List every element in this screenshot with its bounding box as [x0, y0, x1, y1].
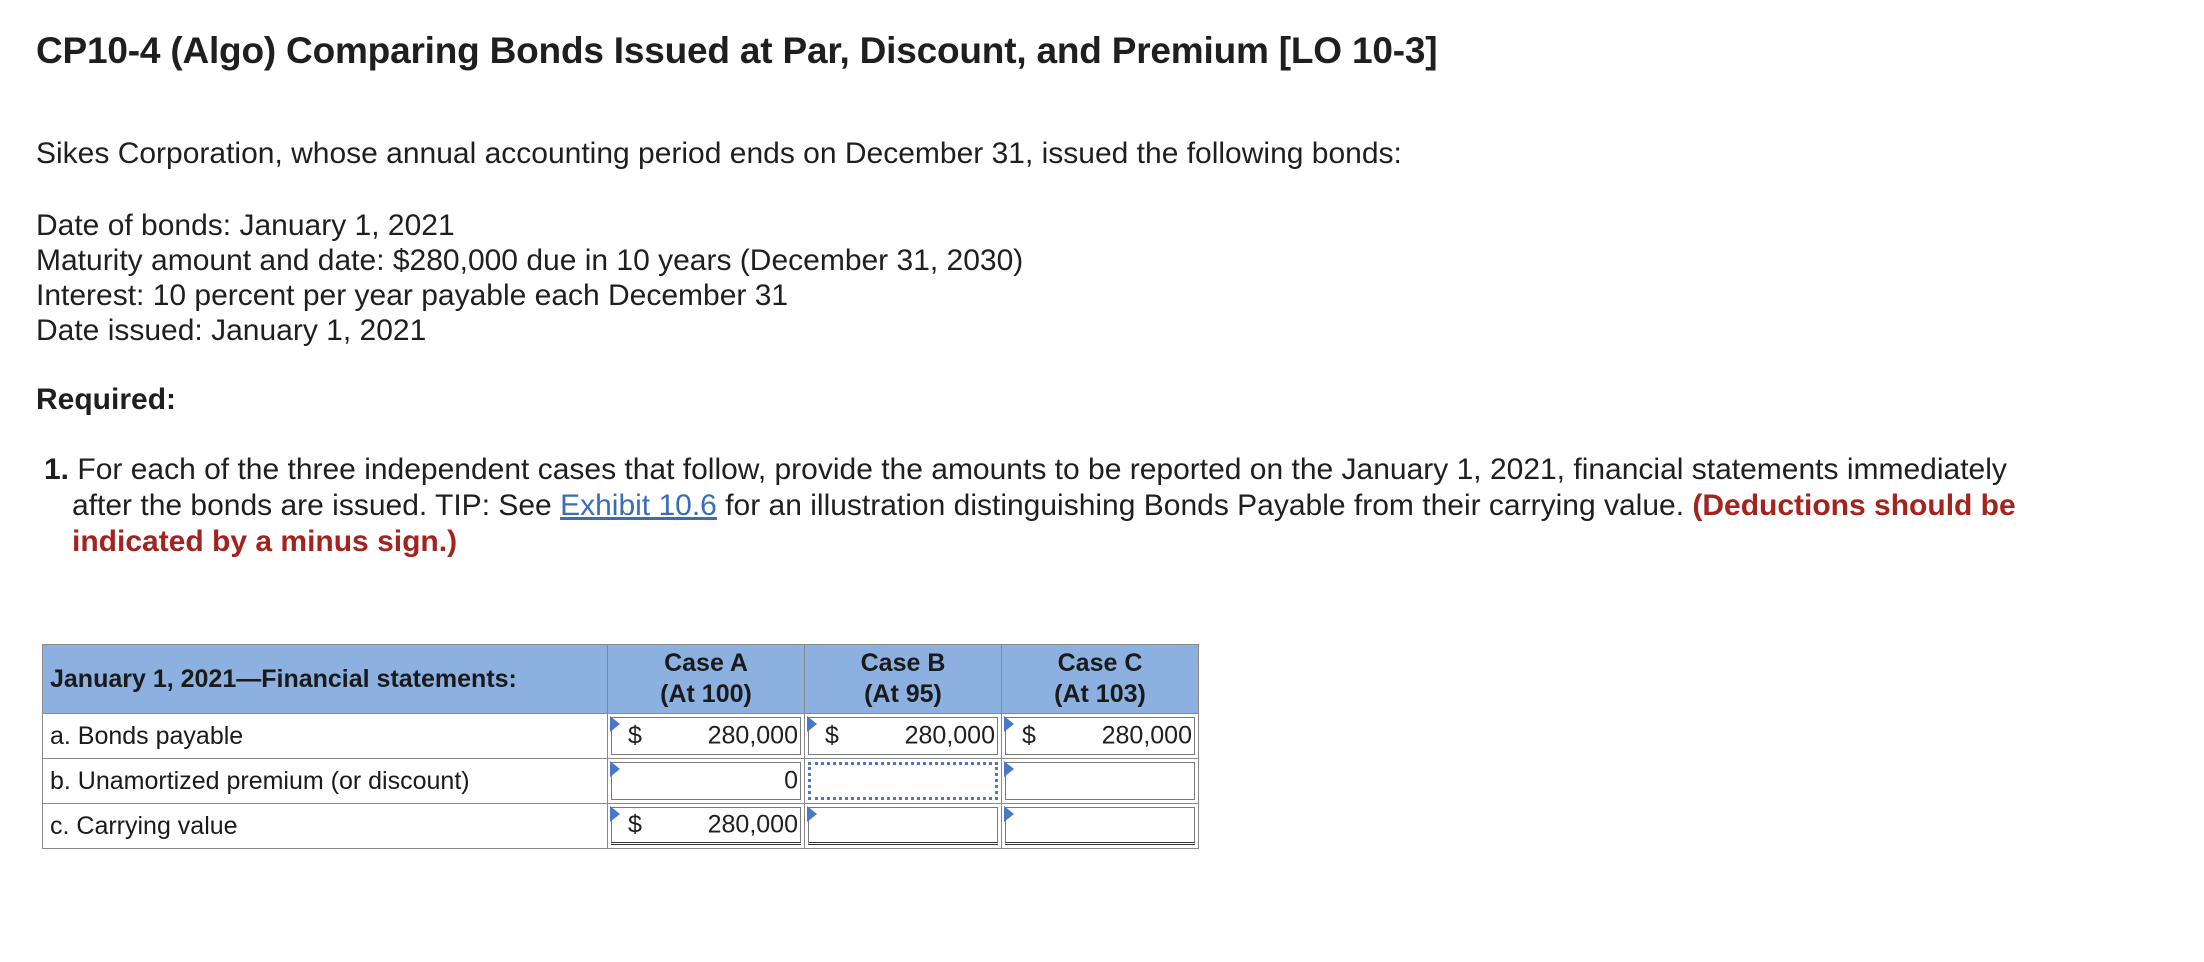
financial-statements-table	[42, 644, 1199, 849]
instruction-body-start: For each of the three independent cases that follow, provide the amounts to be reported on the January 1, 2021, financial statements immediately after the bonds are issued. TIP: See	[69, 453, 2007, 522]
table-label-header: January 1, 2021—Financial statements:	[43, 645, 608, 714]
case-c-subtitle: (At 103)	[1054, 680, 1146, 708]
detail-maturity: Maturity amount and date: $280,000 due in 10 years (December 31, 2030)	[36, 244, 1024, 277]
cell-marker-icon	[1004, 761, 1014, 777]
input-bonds-payable-case-b[interactable]	[808, 717, 998, 755]
instruction-body-end: for an illustration distinguishing Bonds Payable from their carrying value.	[716, 489, 1693, 522]
table-row-carrying-value	[43, 804, 1199, 849]
detail-interest: Interest: 10 percent per year payable each December 31	[36, 279, 789, 312]
input-carrying-value-case-c[interactable]	[1005, 807, 1195, 845]
cell-unamortized-case-a	[608, 759, 805, 804]
column-header-case-a	[608, 645, 805, 714]
cell-value: 0	[784, 766, 798, 795]
currency-symbol: $	[628, 810, 642, 839]
cell-value: 280,000	[904, 721, 995, 750]
row-label-unamortized: b. Unamortized premium (or discount)	[43, 759, 608, 804]
cell-carrying-value-case-c	[1002, 804, 1199, 849]
cell-marker-icon	[610, 716, 620, 732]
detail-date-issued: Date issued: January 1, 2021	[36, 314, 427, 347]
table-row-bonds-payable	[43, 714, 1199, 759]
input-bonds-payable-case-c[interactable]	[1005, 717, 1195, 755]
deduction-warning: (Deductions should be indicated by a minus sign.)	[72, 489, 2016, 558]
required-label: Required:	[36, 383, 177, 416]
column-header-case-b	[805, 645, 1002, 714]
cell-marker-icon	[610, 806, 620, 822]
detail-date-of-bonds: Date of bonds: January 1, 2021	[36, 209, 455, 242]
instruction-text	[44, 452, 2022, 560]
row-label-carrying-value: c. Carrying value	[43, 804, 608, 849]
case-b-subtitle: (At 95)	[864, 680, 942, 708]
case-a-title: Case A	[664, 649, 748, 677]
instruction-number: 1.	[44, 453, 70, 486]
cell-unamortized-case-c	[1002, 759, 1199, 804]
cell-carrying-value-case-a	[608, 804, 805, 849]
cell-marker-icon	[807, 806, 817, 822]
bond-details	[36, 208, 1023, 348]
cell-marker-icon	[610, 761, 620, 777]
cell-marker-icon	[1004, 716, 1014, 732]
input-carrying-value-case-b[interactable]	[808, 807, 998, 845]
case-c-title: Case C	[1057, 649, 1143, 677]
table-header-row	[43, 645, 1199, 714]
column-header-case-c	[1002, 645, 1199, 714]
table-row-unamortized	[43, 759, 1199, 804]
cell-value: 280,000	[707, 721, 798, 750]
cell-value: 280,000	[1101, 721, 1192, 750]
problem-intro: Sikes Corporation, whose annual accounting period ends on December 31, issued the following bonds:	[36, 137, 1402, 170]
cell-bonds-payable-case-b	[805, 714, 1002, 759]
row-label-bonds-payable: a. Bonds payable	[43, 714, 608, 759]
cell-marker-icon	[807, 716, 817, 732]
currency-symbol: $	[628, 721, 642, 750]
cell-carrying-value-case-b	[805, 804, 1002, 849]
page-title: CP10-4 (Algo) Comparing Bonds Issued at Par, Discount, and Premium [LO 10-3]	[36, 30, 1438, 71]
exhibit-link[interactable]: Exhibit 10.6	[560, 489, 717, 522]
input-unamortized-case-b[interactable]	[808, 762, 998, 800]
currency-symbol: $	[1022, 721, 1036, 750]
cell-bonds-payable-case-c	[1002, 714, 1199, 759]
cell-bonds-payable-case-a	[608, 714, 805, 759]
input-bonds-payable-case-a[interactable]	[611, 717, 801, 755]
cell-unamortized-case-b	[805, 759, 1002, 804]
input-carrying-value-case-a[interactable]	[611, 807, 801, 845]
case-a-subtitle: (At 100)	[660, 680, 752, 708]
case-b-title: Case B	[860, 649, 946, 677]
currency-symbol: $	[825, 721, 839, 750]
cell-value: 280,000	[707, 810, 798, 839]
cell-marker-icon	[1004, 806, 1014, 822]
input-unamortized-case-c[interactable]	[1005, 762, 1195, 800]
input-unamortized-case-a[interactable]	[611, 762, 801, 800]
